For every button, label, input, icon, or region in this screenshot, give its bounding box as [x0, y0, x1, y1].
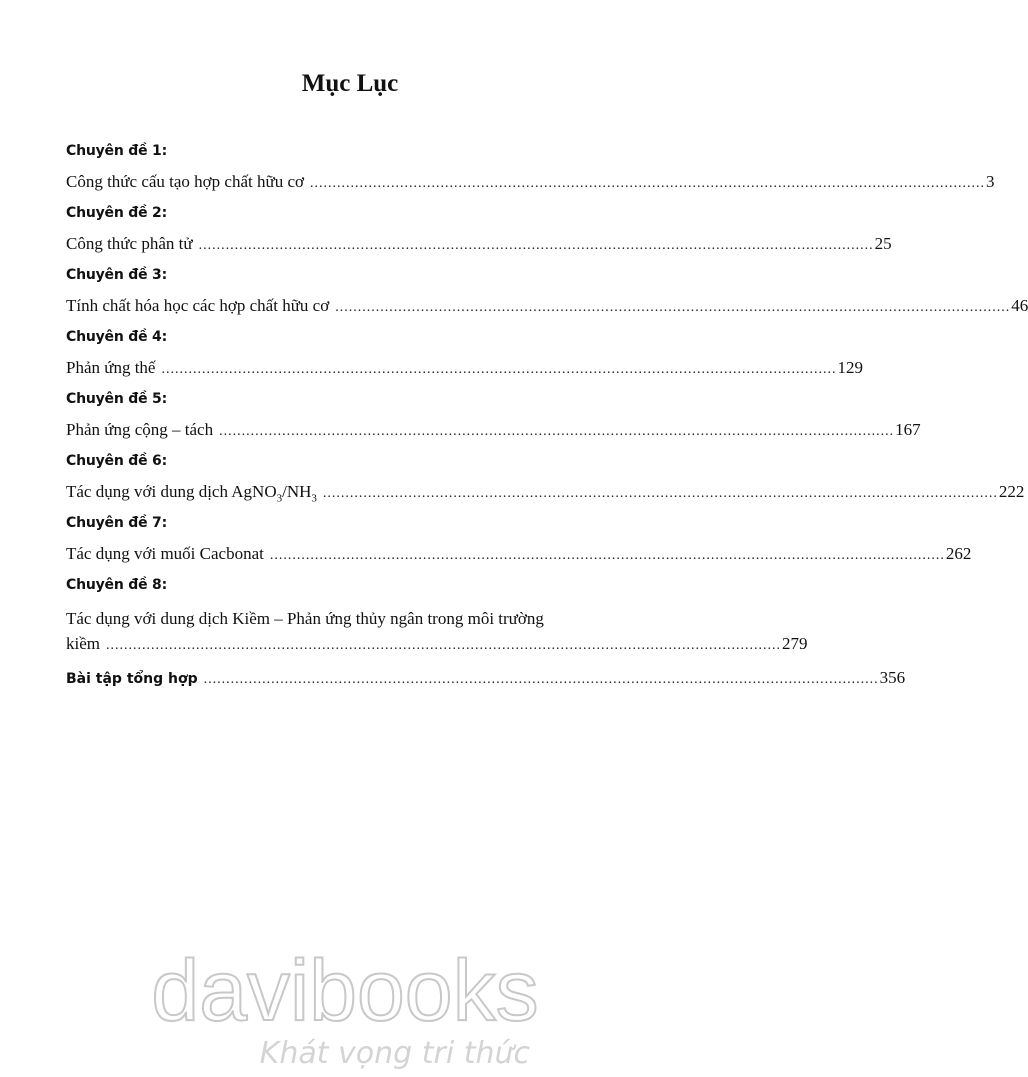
page-title: Mục Lục [301, 70, 399, 97]
entry-title: Tác dụng với muối Cacbonat [66, 544, 264, 563]
dot-leader: ...................................................................................................................................................... [106, 638, 781, 653]
chapter-heading: Chuyên đề 6: [66, 453, 168, 469]
chapter-heading: Chuyên đề 4: [66, 329, 168, 345]
entry-title: Công thức phân tử [66, 234, 193, 253]
toc-line[interactable] [66, 350, 863, 386]
toc-entry-3 [66, 262, 1028, 324]
chapter-heading: Chuyên đề 7: [66, 515, 168, 531]
page-number: 25 [874, 234, 892, 253]
toc-line[interactable] [66, 474, 1025, 510]
entry-title: Công thức cấu tạo hợp chất hữu cơ [66, 172, 304, 191]
page-number: 262 [945, 544, 972, 563]
toc-entry-1 [66, 138, 995, 200]
toc-entry-final[interactable] [66, 660, 906, 696]
toc-entry-2 [66, 200, 892, 262]
entry-title: Bài tập tổng hợp [66, 671, 198, 687]
chapter-heading: Chuyên đề 2: [66, 205, 168, 221]
toc-entry-6 [66, 448, 1025, 510]
entry-title[interactable]: Tác dụng với dung dịch Kiềm – Phản ứng thủy ngân trong môi trường [66, 609, 544, 628]
page-number: 46 [1011, 296, 1028, 315]
chapter-heading: Chuyên đề 5: [66, 391, 168, 407]
page-number: 167 [895, 420, 921, 439]
dot-leader: ...................................................................................................................................................... [203, 672, 879, 687]
entry-title: Phản ứng thế [66, 358, 156, 377]
watermark-tagline: Khát vọng tri thức [259, 1036, 530, 1071]
toc-line[interactable] [66, 536, 972, 572]
page-number: 3 [985, 172, 995, 191]
page-number: 356 [879, 668, 906, 687]
dot-leader: ...................................................................................................................................................... [269, 548, 945, 563]
page-number: 129 [837, 358, 863, 377]
watermark-brand: davibooks [151, 943, 539, 1039]
page-number: 279 [782, 634, 808, 653]
table-of-contents [66, 138, 1028, 696]
toc-entry-4 [66, 324, 863, 386]
dot-leader: ...................................................................................................................................................... [322, 486, 998, 501]
toc-entry-8 [66, 572, 808, 662]
entry-title: Tác dụng với dung dịch $AgNO_3/NH_3$ [66, 482, 317, 505]
dot-leader: ...................................................................................................................................................... [309, 176, 985, 191]
toc-line[interactable] [66, 412, 921, 448]
watermark-logo [130, 945, 570, 1075]
toc-line[interactable] [66, 632, 808, 662]
entry-title-continued: kiềm [66, 634, 100, 653]
dot-leader: ...................................................................................................................................................... [161, 362, 837, 377]
dot-leader: ...................................................................................................................................................... [335, 300, 1011, 315]
publisher-watermark [0, 945, 700, 1075]
toc-entry-5 [66, 386, 921, 448]
page-number: 222 [998, 482, 1025, 501]
toc-line[interactable] [66, 226, 892, 262]
dot-leader: ...................................................................................................................................................... [198, 238, 874, 253]
toc-line[interactable] [66, 164, 995, 200]
toc-entry-7 [66, 510, 972, 572]
dot-leader: ...................................................................................................................................................... [219, 424, 895, 439]
chapter-heading: Chuyên đề 1: [66, 143, 168, 159]
chapter-heading: Chuyên đề 8: [66, 577, 168, 593]
chapter-heading: Chuyên đề 3: [66, 267, 168, 283]
toc-line[interactable] [66, 288, 1028, 324]
entry-title: Tính chất hóa học các hợp chất hữu cơ [66, 296, 330, 315]
entry-title: Phản ứng cộng – tách [66, 420, 214, 439]
